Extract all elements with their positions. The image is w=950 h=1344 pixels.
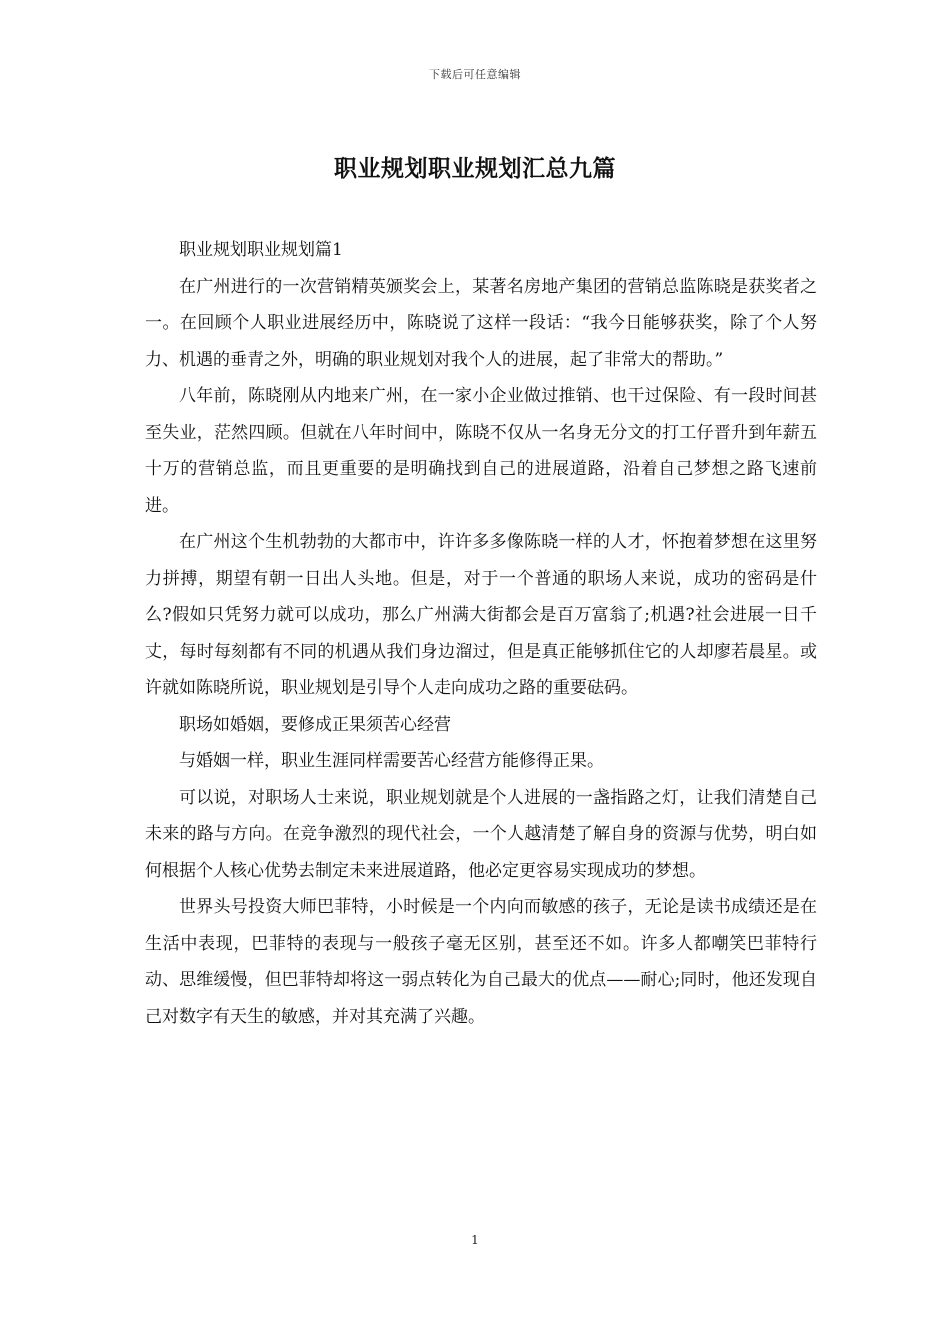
body-paragraph: 可以说，对职场人士来说，职业规划就是个人进展的一盏指路之灯，让我们清楚自己未来的路与方向。在竞争激烈的现代社会，一个人越清楚了解自身的资源与优势，明白如何根据个人核心优势去制定未来进展道路，他必定更容易实现成功的梦想。	[145, 787, 817, 881]
section-heading: 职业规划职业规划篇1	[179, 240, 343, 260]
subheading-paragraph: 职场如婚姻，要修成正果须苦心经营	[179, 714, 451, 735]
body-paragraph: 在广州进行的一次营销精英颁奖会上，某著名房地产集团的营销总监陈晓是获奖者之一。在回顾个人职业进展经历中，陈晓说了这样一段话：“我今日能够获奖，除了个人努力、机遇的垂青之外，明确的职业规划对我个人的进展，起了非常大的帮助。”	[145, 276, 817, 370]
body-paragraph: 在广州这个生机勃勃的大都市中，许许多多像陈晓一样的人才，怀抱着梦想在这里努力拼搏，期望有朝一日出人头地。但是，对于一个普通的职场人来说，成功的密码是什么?假如只凭努力就可以成功，那么广州满大街都会是百万富翁了;机遇?社会进展一日千丈，每时每刻都有不同的机遇从我们身边溜过，但是真正能够抓住它的人却廖若晨星。或许就如陈晓所说，职业规划是引导个人走向成功之路的重要砝码。	[145, 532, 817, 698]
body-paragraph: 世界头号投资大师巴菲特，小时候是一个内向而敏感的孩子，无论是读书成绩还是在生活中表现，巴菲特的表现与一般孩子毫无区别，甚至还不如。许多人都嘲笑巴菲特行动、思维缓慢，但巴菲特却将这一弱点转化为自己最大的优点——耐心;同时，他还发现自己对数字有天生的敏感，并对其充满了兴趣。	[145, 897, 817, 1027]
body-paragraph: 八年前，陈晓刚从内地来广州，在一家小企业做过推销、也干过保险、有一段时间甚至失业，茫然四顾。但就在八年时间中，陈晓不仅从一名身无分文的打工仔晋升到年薪五十万的营销总监，而且更重要的是明确找到自己的进展道路，沿着自己梦想之路飞速前进。	[145, 386, 817, 516]
page-number: 1	[471, 1233, 479, 1247]
document-body	[145, 232, 817, 1035]
document-title: 职业规划职业规划汇总九篇	[334, 155, 616, 182]
page-header-note: 下载后可任意编辑	[429, 68, 521, 81]
body-paragraph: 与婚姻一样，职业生涯同样需要苦心经营方能修得正果。	[179, 751, 604, 771]
